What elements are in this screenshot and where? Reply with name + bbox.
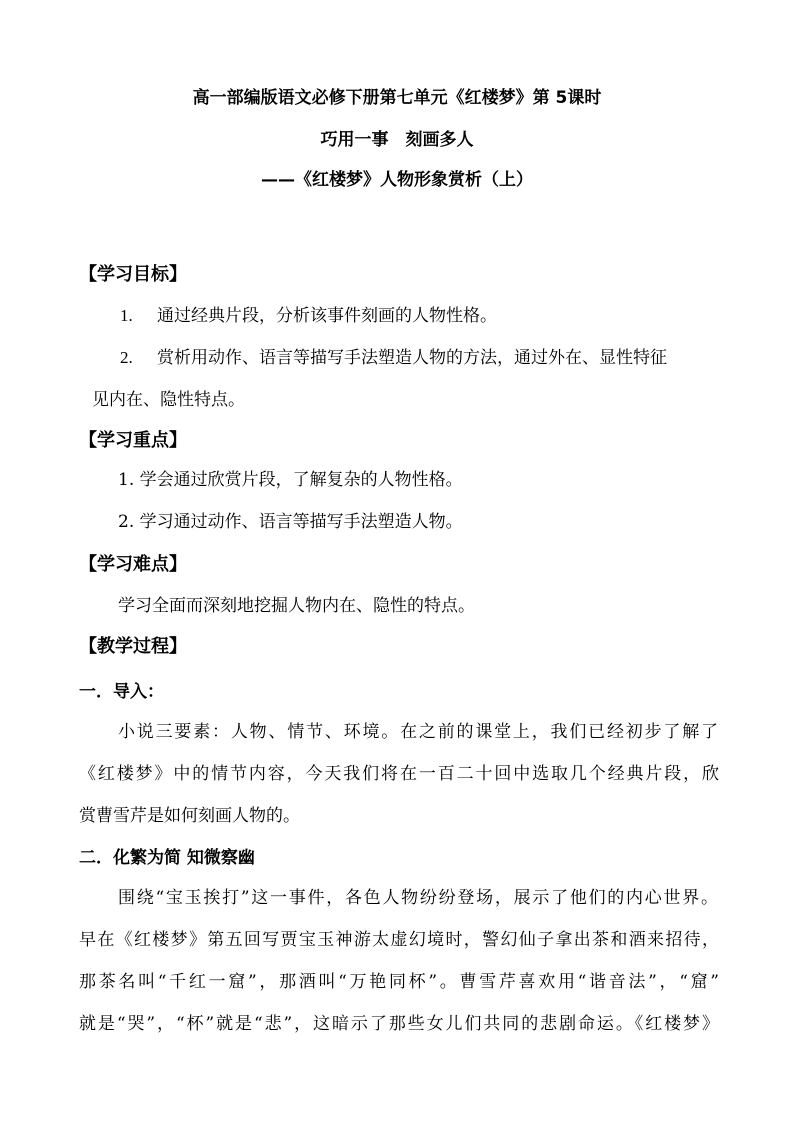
objectives-heading: 【学习目标】: [79, 264, 187, 285]
document-title: 高一部编版语文必修下册第七单元《红楼梦》第 5课时: [192, 88, 602, 108]
difficulties-text: 学习全面而深刻地挖掘人物内在、隐性的特点。: [118, 596, 475, 616]
section-2-line-1: 围绕“宝玉挨打”这一事件，各色人物纷纷登场，展示了他们的内心世界。: [118, 888, 718, 908]
objective-1-text: 通过经典片段，分析该事件刻画的人物性格。: [157, 306, 497, 326]
objective-1-number: 1.: [120, 306, 133, 325]
section-2-line-4: 就是“哭”，“杯”就是“悲”，这暗示了那些女儿们共同的悲剧命运。《红楼梦》: [79, 1014, 719, 1034]
objective-2-number: 2.: [120, 348, 133, 367]
section-1-line-3: 赏曹雪芹是如何刻画人物的。: [79, 806, 300, 826]
objective-2-text-line1: 赏析用动作、语言等描写手法塑造人物的方法，通过外在、显性特征: [157, 348, 667, 368]
key-point-2: 2. 学习通过动作、语言等描写手法塑造人物。: [118, 512, 463, 532]
section-1-heading: 一．导入：: [79, 682, 164, 702]
section-2-line-2: 早在《红楼梦》第五回写贾宝玉神游太虚幻境时，警幻仙子拿出茶和酒来招待，: [79, 930, 719, 950]
difficulties-heading: 【学习难点】: [79, 554, 187, 575]
key-points-heading: 【学习重点】: [79, 430, 187, 451]
document-subtitle-2: ——《红楼梦》人物形象赏析（上）: [261, 170, 533, 190]
key-point-1: 1. 学会通过欣赏片段，了解复杂的人物性格。: [118, 470, 463, 490]
section-1-line-1: 小说三要素：人物、情节、环境。在之前的课堂上，我们已经初步了解了: [118, 722, 718, 742]
document-subtitle: 巧用一事 刻画多人: [320, 130, 474, 150]
section-2-line-3: 那茶名叫“千红一窟”，那酒叫“万艳同杯”。曹雪芹喜欢用“谐音法”，“窟”: [79, 972, 719, 992]
section-2-heading: 二．化繁为简 知微察幽: [79, 848, 255, 868]
section-1-line-2: 《红楼梦》中的情节内容，今天我们将在一百二十回中选取几个经典片段，欣: [79, 764, 719, 784]
process-heading: 【教学过程】: [79, 636, 187, 657]
objective-2-text-line2: 见内在、隐性特点。: [92, 390, 245, 410]
